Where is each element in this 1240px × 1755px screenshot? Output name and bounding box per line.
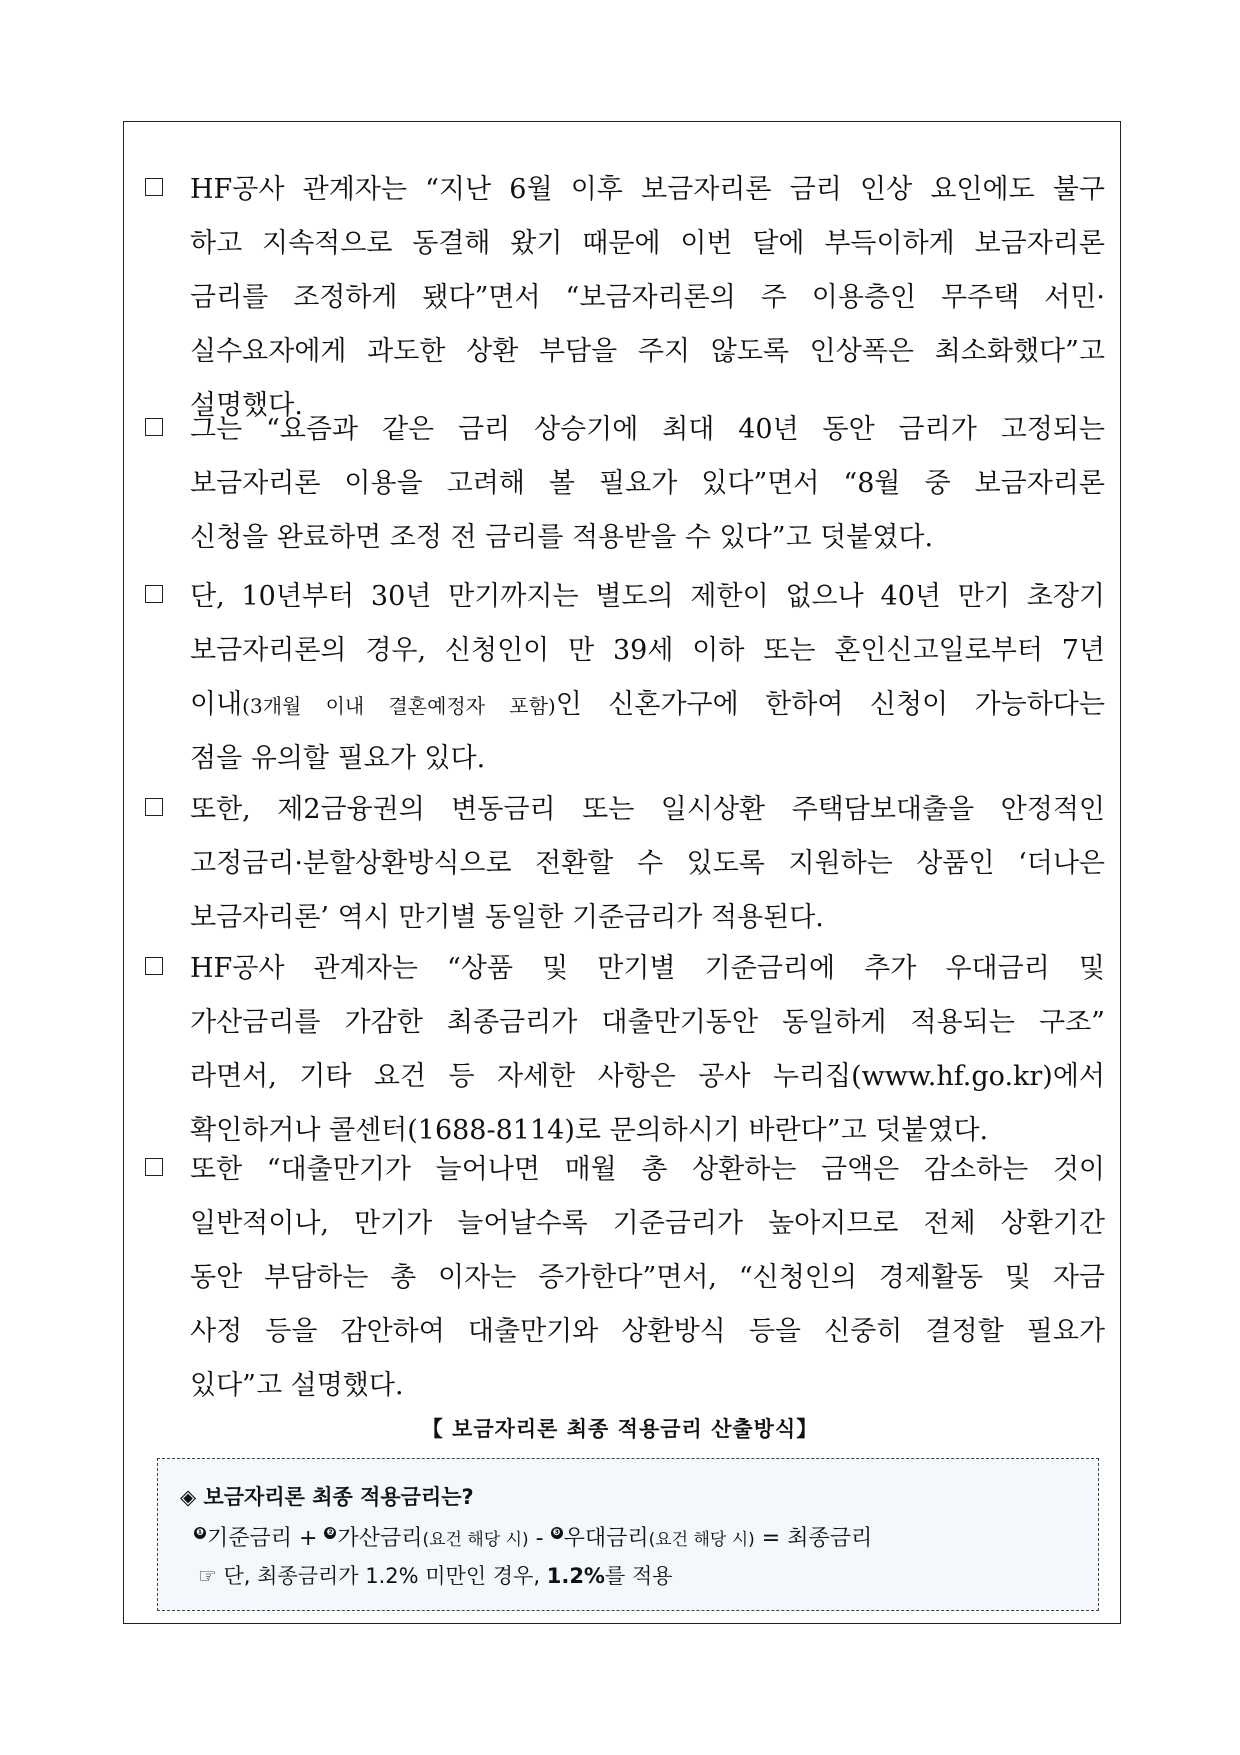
text-line: HF공사 관계자는 “상품 및 만기별 기준금리에 추가 우대금리 및	[190, 953, 1105, 984]
text-line: 점을 유의할 필요가 있다.	[190, 743, 486, 774]
formula-term-base-rate: 기준금리 +	[207, 1526, 325, 1551]
text-line: 금리를 조정하게 됐다”면서 “보금자리론의 주 이용층인 무주택 서민·	[190, 282, 1105, 313]
note-min-rate: 1.2%	[546, 1564, 605, 1588]
formula-operator: -	[528, 1526, 551, 1551]
note-text: 단, 최종금리가 1.2% 미만인 경우,	[216, 1564, 547, 1588]
rate-note	[198, 1560, 673, 1590]
text-line: 실수요자에게 과도한 상환 부담을 주지 않도록 인상폭은 최소화했다”고	[190, 336, 1105, 367]
text-line: 사정 등을 감안하여 대출만기와 상환방식 등을 신중히 결정할 필요가	[190, 1316, 1105, 1347]
number-1-icon: ❶	[194, 1527, 206, 1539]
checkbox-bullet-icon	[145, 1158, 163, 1176]
text-line: 보금자리론 이용을 고려해 볼 필요가 있다”면서 “8월 중 보금자리론	[190, 468, 1105, 499]
text-line: 그는 “요즘과 같은 금리 상승기에 최대 40년 동안 금리가 고정되는	[190, 414, 1105, 445]
text-span: 인 신혼가구에 한하여 신청이 가능하다는	[555, 689, 1105, 720]
text-line: 설명했다.	[190, 390, 303, 421]
text-line: 일반적이나, 만기가 늘어날수록 기준금리가 높아지므로 전체 상환기간	[190, 1208, 1105, 1239]
text-line: 라면서, 기타 요건 등 자세한 사항은 공사 누리집(www.hf.go.kr)에서	[190, 1061, 1105, 1092]
text-span: 이내	[190, 689, 243, 720]
text-line: 보금자리론의 경우, 신청인이 만 39세 이하 또는 혼인신고일로부터 7년	[190, 635, 1105, 666]
note-tail: 를 적용	[604, 1564, 673, 1588]
text-line: 신청을 완료하면 조정 전 금리를 적용받을 수 있다”고 덧붙였다.	[190, 522, 934, 553]
number-2-icon: ❷	[324, 1527, 336, 1539]
checkbox-bullet-icon	[145, 585, 163, 603]
checkbox-bullet-icon	[145, 798, 163, 816]
text-line	[190, 678, 1105, 732]
parenthetical-note: (3개월 이내 결혼예정자 포함)	[242, 694, 556, 718]
formula-term-additional-rate: 가산금리	[337, 1526, 423, 1551]
rate-info-box	[157, 1458, 1099, 1611]
text-line: 단, 10년부터 30년 만기까지는 별도의 제한이 없으나 40년 만기 초장기	[190, 581, 1105, 612]
rate-formula	[194, 1521, 872, 1552]
text-line: 하고 지속적으로 동결해 왔기 때문에 이번 달에 부득이하게 보금자리론	[190, 228, 1105, 259]
rate-question: ◈ 보금자리론 최종 적용금리는?	[180, 1485, 474, 1509]
text-line: 또한 “대출만기가 늘어나면 매월 총 상환하는 금액은 감소하는 것이	[190, 1154, 1105, 1185]
checkbox-bullet-icon	[145, 957, 163, 975]
text-line: 있다”고 설명했다.	[190, 1370, 404, 1401]
formula-condition: (요건 해당 시)	[648, 1530, 755, 1550]
checkbox-bullet-icon	[145, 178, 163, 196]
text-line: 또한, 제2금융권의 변동금리 또는 일시상환 주택담보대출을 안정적인	[190, 794, 1105, 825]
text-line: HF공사 관계자는 “지난 6월 이후 보금자리론 금리 인상 요인에도 불구	[190, 174, 1105, 205]
rate-box-title: 【 보금자리론 최종 적용금리 산출방식】	[421, 1417, 819, 1441]
formula-condition: (요건 해당 시)	[422, 1530, 529, 1550]
text-line: 고정금리·분할상환방식으로 전환할 수 있도록 지원하는 상품인 ‘더나은	[190, 848, 1105, 879]
text-line: 가산금리를 가감한 최종금리가 대출만기동안 동일하게 적용되는 구조”	[190, 1007, 1105, 1038]
formula-term-preferential-rate: 우대금리	[563, 1526, 649, 1551]
checkbox-bullet-icon	[145, 418, 163, 436]
text-line: 확인하거나 콜센터(1688-8114)로 문의하시기 바란다”고 덧붙였다.	[190, 1115, 989, 1146]
pointing-hand-icon: ☞	[198, 1564, 217, 1588]
text-line: 동안 부담하는 총 이자는 증가한다”면서, “신청인의 경제활동 및 자금	[190, 1262, 1105, 1293]
formula-result: = 최종금리	[754, 1526, 873, 1551]
number-3-icon: ❸	[551, 1527, 563, 1539]
text-line: 보금자리론’ 역시 만기별 동일한 기준금리가 적용된다.	[190, 902, 824, 933]
